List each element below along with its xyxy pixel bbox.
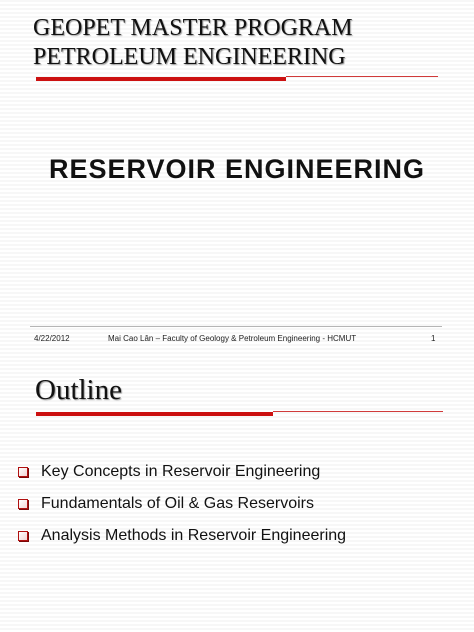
footer-page-number: 1: [431, 334, 436, 343]
bullet-text: Analysis Methods in Reservoir Engineering: [41, 527, 347, 544]
list-item: [18, 488, 346, 520]
hollow-square-bullet-icon: [18, 499, 28, 509]
main-title: RESERVOIR ENGINEERING: [48, 154, 426, 184]
program-title: [33, 14, 353, 72]
outline-title: Outline: [35, 374, 122, 406]
title-underline-thick: [36, 77, 286, 81]
bullet-text: Key Concepts in Reservoir Engineering: [41, 463, 321, 480]
footer-date: 4/22/2012: [34, 334, 70, 343]
footer-author: Mai Cao Lân – Faculty of Geology & Petroleum Engineering - HCMUT: [108, 334, 357, 343]
list-item: [18, 520, 346, 552]
outline-slide: [0, 356, 474, 632]
program-title-line-2: PETROLEUM ENGINEERING: [33, 44, 346, 70]
outline-underline-thin: [273, 411, 443, 412]
hollow-square-bullet-icon: [18, 467, 28, 477]
list-item: [18, 456, 346, 488]
hollow-square-bullet-icon: [18, 531, 28, 541]
bullet-text: Fundamentals of Oil & Gas Reservoirs: [41, 495, 314, 512]
outline-underline-thick: [36, 412, 273, 416]
footer-divider: [30, 326, 442, 327]
outline-bullet-list: [18, 456, 346, 552]
title-underline-thin: [286, 76, 438, 77]
program-title-line-1: GEOPET MASTER PROGRAM: [33, 15, 353, 41]
